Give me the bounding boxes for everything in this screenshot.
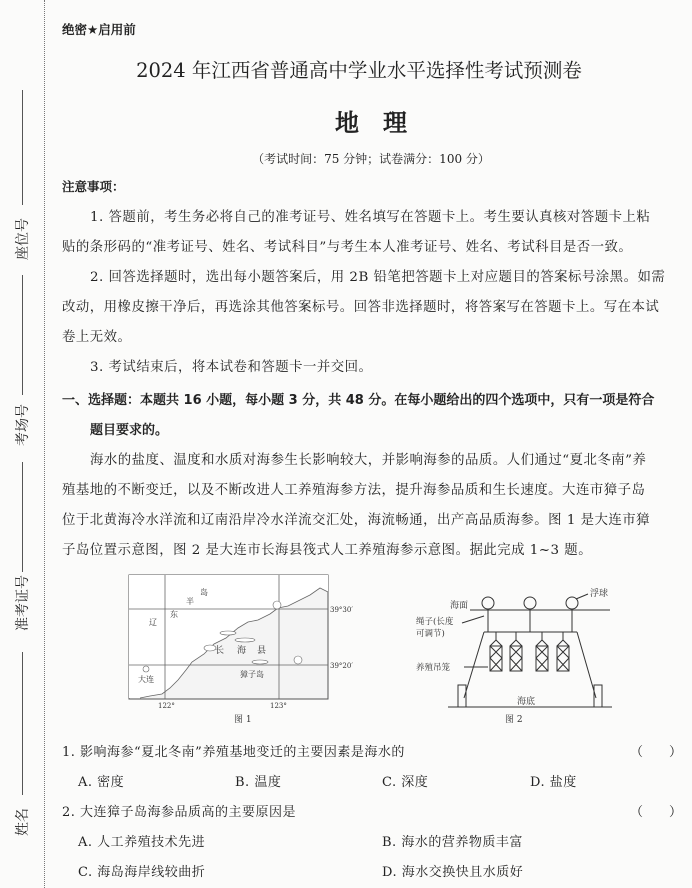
- figure-label: 大连: [138, 675, 154, 684]
- question-1-answer-blank: （ ）: [630, 745, 683, 760]
- ticket-label: 准考证号: [15, 575, 31, 631]
- figure-label: 海底: [517, 697, 536, 707]
- figure-label: 獐子岛: [240, 670, 264, 679]
- figure-label: 县: [257, 646, 267, 656]
- exam-info: （考试时间：75 分钟；试卷满分：100 分）: [252, 152, 490, 166]
- culture-cages: [490, 632, 569, 671]
- room-label: 考场号: [15, 404, 31, 446]
- figure-label: 浮球: [590, 589, 609, 599]
- q1-option-a: A. 密度: [78, 775, 125, 790]
- figure2-caption: 图 2: [505, 715, 523, 725]
- island: [273, 601, 281, 609]
- figure-label: 可调节): [416, 629, 445, 639]
- float-ball: [482, 597, 494, 609]
- secret-label: 绝密★启用前: [62, 22, 136, 37]
- name-label: 姓名: [15, 808, 31, 836]
- notice-line: 2. 回答选择题时，选出每小题答案后，用 2B 铅笔把答题卡上对应题目的答案标号涂黑。如需: [90, 270, 666, 285]
- figure-label: 长: [215, 646, 225, 656]
- figure-label: 39°30′: [330, 606, 353, 614]
- q2-option-d: D. 海水交换快且水质好: [382, 865, 524, 880]
- float-ball: [524, 597, 536, 609]
- section-heading: 一、选择题：本题共 16 小题，每小题 3 分，共 48 分。在每小题给出的四个选项中，只有一项是符合: [62, 393, 655, 408]
- figure-label: 122°: [158, 702, 175, 710]
- figure-label: 海面: [450, 601, 469, 611]
- room-blank-line: [22, 275, 23, 395]
- island: [220, 631, 236, 635]
- q2-option-a: A. 人工养殖技术先进: [78, 835, 206, 850]
- figure-label: 绳子(长度: [416, 617, 454, 627]
- question-1-stem: 1. 影响海参“夏北冬南”养殖基地变迁的主要因素是海水的: [62, 745, 405, 760]
- notice-line: 改动，用橡皮擦干净后，再选涂其他答案标号。回答非选择题时，将答案写在答题卡上。写在本试: [62, 300, 660, 315]
- figure-label: 辽: [149, 618, 157, 627]
- figure-label: 养殖吊笼: [416, 663, 451, 673]
- seat-label: 座位号: [15, 218, 31, 260]
- figure-label: 39°20′: [330, 662, 353, 670]
- notice-line: 1. 答题前，考生务必将自己的准考证号、姓名填写在答题卡上。考生要认真核对答题卡上粘: [90, 210, 651, 225]
- passage-line: 海水的盐度、温度和水质对海参生长影响较大，并影响海参的品质。人们通过“夏北冬南”养: [90, 453, 647, 468]
- question-2-stem: 2. 大连獐子岛海参品质高的主要原因是: [62, 805, 297, 820]
- passage-line: 子岛位置示意图，图 2 是大连市长海县筏式人工养殖海参示意图。据此完成 1~3 题。: [62, 543, 593, 558]
- figure1-caption: 图 1: [234, 715, 252, 725]
- anchor-rope: [577, 632, 596, 698]
- q2-option-c: C. 海岛海岸线较曲折: [78, 865, 206, 880]
- notice-heading: 注意事项：: [62, 179, 125, 194]
- question-2-answer-blank: （ ）: [630, 805, 683, 820]
- notice-line: 卷上无效。: [62, 330, 132, 345]
- island: [294, 656, 302, 664]
- island: [235, 638, 255, 642]
- q1-option-b: B. 温度: [235, 775, 282, 790]
- passage-line: 殖基地的不断变迁，以及不断改进人工养殖海参方法，提升海参品质和生长速度。大连市獐子岛: [62, 483, 646, 498]
- notice-line: 3. 考试结束后，将本试卷和答题卡一并交回。: [90, 360, 373, 375]
- q2-option-b: B. 海水的营养物质丰富: [382, 835, 523, 850]
- name-blank-line: [22, 652, 23, 795]
- section-heading-cont: 题目要求的。: [90, 423, 169, 438]
- figure-label: 海: [237, 646, 247, 656]
- q1-option-d: D. 盐度: [530, 775, 577, 790]
- island-zhangzi: [252, 660, 268, 664]
- notice-line: 贴的条形码的“准考证号、姓名、考试科目”与考生本人准考证号、姓名、考试科目是否一致。: [62, 240, 633, 255]
- exam-title: 2024 年江西省普通高中学业水平选择性考试预测卷: [136, 59, 582, 82]
- q1-option-c: C. 深度: [382, 775, 429, 790]
- figure-label: 岛: [200, 588, 208, 597]
- dalian-marker: [143, 666, 149, 672]
- figure-label: 东: [170, 610, 178, 619]
- ticket-blank-line: [22, 462, 23, 572]
- subject-title: 地 理: [335, 109, 407, 137]
- figure-label: 半: [186, 597, 194, 606]
- figure2-diagram: [380, 570, 640, 730]
- figure-label: 123°: [270, 702, 287, 710]
- figure1-map: [120, 570, 380, 730]
- anchor-rope: [464, 632, 484, 698]
- passage-line: 位于北黄海冷水洋流和辽南沿岸冷水洋流交汇处，海流畅通，出产高品质海参。图 1 是大连市獐: [62, 513, 651, 528]
